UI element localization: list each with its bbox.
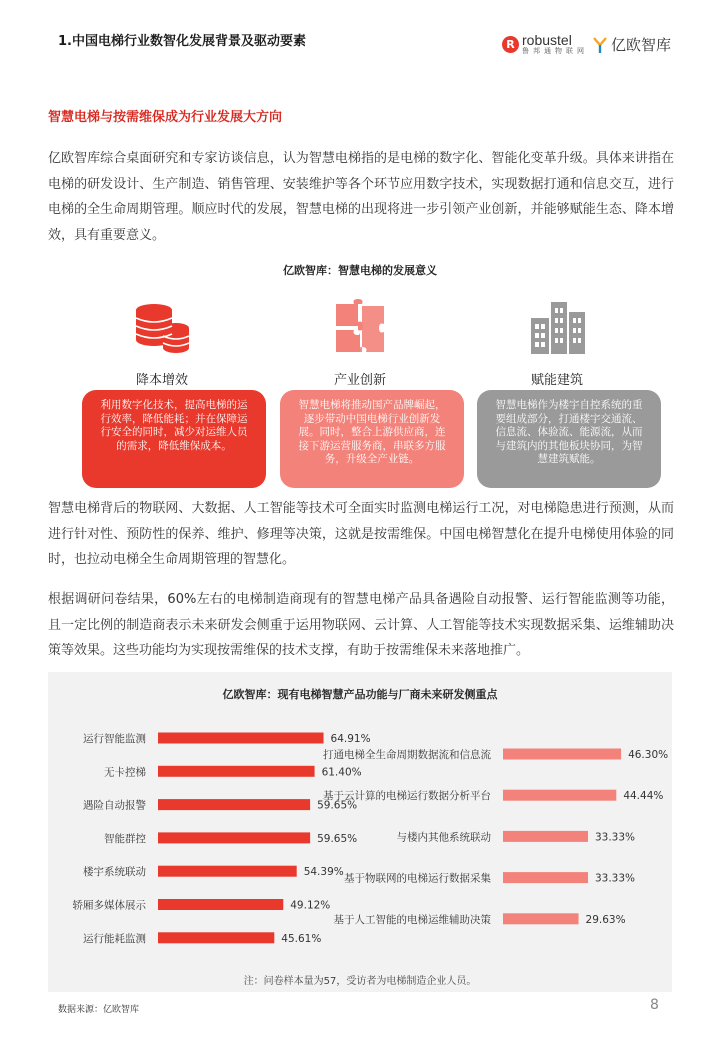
maintenance-paragraph: 智慧电梯背后的物联网、大数据、人工智能等技术可全面实时监测电梯运行工况，对电梯隐患进行预测，从而进行针对性、预防性的保养、维护、修理等决策，这就是按需维保。中国电梯智慧化在提升电梯使用体验的同时，也拉动电梯全生命周期管理的智慧化。 bbox=[48, 501, 674, 567]
yiou-logo bbox=[592, 34, 671, 55]
data-source: 数据来源：亿欧智库 bbox=[58, 1005, 140, 1015]
left-category-label: 楼宇系统联动 bbox=[83, 866, 146, 879]
card-text-cost: 利用数字化技术，提高电梯的运行效率，降低能耗；并在保障运行安全的同时，减少对运维人员的需求，降低维保成本。 bbox=[82, 390, 266, 488]
right-bar bbox=[503, 749, 621, 760]
left-category-label: 轿厢多媒体展示 bbox=[72, 899, 146, 912]
left-category-label: 运行智能监测 bbox=[83, 733, 146, 745]
robustel-logo-text: robustel bbox=[522, 32, 572, 48]
page-header-title: 1.中国电梯行业数智化发展背景及驱动要素 bbox=[58, 34, 306, 49]
right-value-label: 44.44% bbox=[623, 790, 664, 803]
section-title: 智慧电梯与按需维保成为行业发展大方向 bbox=[48, 110, 283, 125]
bar-chart bbox=[48, 672, 672, 992]
left-value-label: 54.39% bbox=[303, 866, 344, 879]
left-value-label: 61.40% bbox=[321, 766, 362, 779]
intro-paragraph: 亿欧智库综合桌面研究和专家访谈信息，认为智慧电梯指的是电梯的数字化、智能化变革升级。具体来讲指在电梯的研发设计、生产制造、销售管理、安装维护等各个环节应用数字技术，实现数据打通和信息交互，进行电梯的全生命周期管理。顺应时代的发展，智慧电梯的出现将进一步引领产业创新，并能够赋能生态、降本增效，具有重要意义。 bbox=[48, 151, 674, 243]
right-bar bbox=[503, 872, 588, 883]
right-value-label: 33.33% bbox=[594, 872, 636, 885]
survey-paragraph: 根据调研问卷结果，60%左右的电梯制造商现有的智慧电梯产品具备遇险自动报警、运行智能监测等功能，且一定比例的制造商表示未来研发会侧重于运用物联网、云计算、人工智能等技术实现数据采集、运维辅助决策等效果。这些功能均为实现按需维保的技术支撑，有助于按需维保未来落地推广。 bbox=[48, 592, 674, 658]
left-bar bbox=[158, 899, 283, 910]
robustel-logo-mark-icon: R bbox=[502, 36, 519, 53]
right-category-label: 与楼内其他系统联动 bbox=[396, 831, 491, 844]
right-category-label: 基于物联网的电梯运行数据采集 bbox=[344, 872, 491, 885]
figure-title: 亿欧智库：智慧电梯的发展意义 bbox=[283, 264, 437, 277]
card-name-innovation: 产业创新 bbox=[333, 373, 386, 388]
chart-note: 注：问卷样本量为57，受访者为电梯制造企业人员。 bbox=[243, 976, 477, 987]
left-bar bbox=[158, 932, 274, 943]
right-category-label: 打通电梯全生命周期数据流和信息流 bbox=[323, 749, 491, 761]
buildings-icon bbox=[527, 298, 587, 358]
robustel-logo bbox=[502, 33, 588, 55]
coins-icon bbox=[132, 298, 192, 358]
right-bar bbox=[503, 913, 579, 924]
right-category-label: 基于人工智能的电梯运维辅助决策 bbox=[333, 913, 491, 926]
yiou-logo-mark-icon bbox=[592, 36, 608, 54]
left-bar bbox=[158, 832, 310, 843]
right-bar bbox=[503, 790, 616, 801]
left-bar bbox=[158, 733, 324, 744]
page-number: 8 bbox=[650, 997, 659, 1013]
robustel-logo-subtext: 鲁邦通物联网 bbox=[522, 47, 588, 55]
right-value-label: 33.33% bbox=[594, 831, 636, 844]
left-category-label: 无卡控梯 bbox=[104, 766, 146, 779]
puzzle-icon bbox=[330, 298, 390, 358]
left-bar bbox=[158, 866, 297, 877]
chart-panel bbox=[48, 672, 672, 992]
card-name-building: 赋能建筑 bbox=[530, 373, 583, 388]
left-value-label: 59.65% bbox=[317, 832, 358, 845]
left-value-label: 49.12% bbox=[290, 899, 331, 912]
card-name-cost: 降本增效 bbox=[135, 373, 188, 388]
yiou-logo-text: 亿欧智库 bbox=[611, 36, 672, 54]
left-category-label: 遇险自动报警 bbox=[83, 799, 146, 812]
left-category-label: 运行能耗监测 bbox=[83, 932, 146, 945]
card-text-building: 智慧电梯作为楼宇自控系统的重要组成部分，打通楼宇交通流、信息流、体验流、能源流，从而与建筑内的其他板块协同，为智慧建筑赋能。 bbox=[477, 390, 661, 488]
left-value-label: 45.61% bbox=[281, 932, 322, 945]
left-category-label: 智能群控 bbox=[104, 832, 146, 845]
left-bar bbox=[158, 766, 315, 777]
right-bar bbox=[503, 831, 588, 842]
left-bar bbox=[158, 799, 310, 810]
chart-title: 亿欧智库：现有电梯智慧产品功能与厂商未来研发侧重点 bbox=[222, 688, 498, 701]
card-text-innovation: 智慧电梯将推动国产品牌崛起，逐步带动中国电梯行业创新发展。同时，整合上游供应商，连接下游运营服务商，串联多方服务，升级全产业链。 bbox=[280, 390, 464, 488]
left-value-label: 59.65% bbox=[317, 799, 358, 812]
right-value-label: 46.30% bbox=[628, 749, 669, 761]
right-category-label: 基于云计算的电梯运行数据分析平台 bbox=[323, 790, 491, 803]
right-value-label: 29.63% bbox=[585, 913, 626, 926]
left-value-label: 64.91% bbox=[330, 733, 371, 745]
